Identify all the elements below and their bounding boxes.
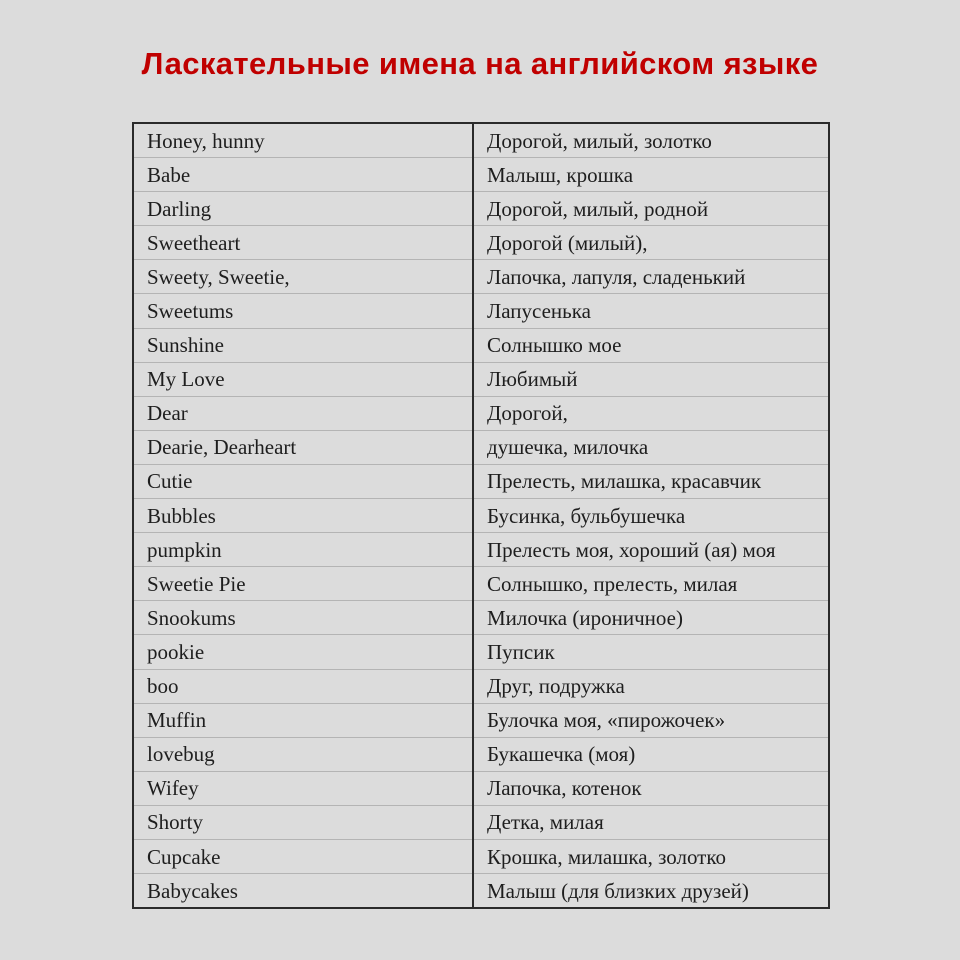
table-body (133, 123, 829, 908)
russian-translation-cell: Булочка моя, «пирожочек» (473, 703, 829, 737)
page-title: Ласкательные имена на английском языке (141, 46, 819, 81)
english-nickname-cell: Wifey (133, 771, 473, 805)
english-nickname-cell: Sunshine (133, 328, 473, 362)
english-nickname-cell: Honey, hunny (133, 123, 473, 158)
table-row (133, 123, 829, 158)
table-row (133, 362, 829, 396)
nicknames-table (132, 122, 830, 909)
english-nickname-cell: Bubbles (133, 499, 473, 533)
russian-translation-cell: Дорогой (милый), (473, 226, 829, 260)
russian-translation-cell: Пупсик (473, 635, 829, 669)
english-nickname-cell: Babycakes (133, 874, 473, 909)
table-row (133, 567, 829, 601)
english-nickname-cell: Sweety, Sweetie, (133, 260, 473, 294)
table-row (133, 226, 829, 260)
english-nickname-cell: Snookums (133, 601, 473, 635)
russian-translation-cell: Милочка (ироничное) (473, 601, 829, 635)
russian-translation-cell: Прелесть, милашка, красавчик (473, 464, 829, 498)
table-row (133, 533, 829, 567)
russian-translation-cell: Любимый (473, 362, 829, 396)
english-nickname-cell: boo (133, 669, 473, 703)
english-nickname-cell: Babe (133, 158, 473, 192)
english-nickname-cell: pookie (133, 635, 473, 669)
english-nickname-cell: Sweetums (133, 294, 473, 328)
russian-translation-cell: Лапусенька (473, 294, 829, 328)
table-row (133, 669, 829, 703)
table-row (133, 737, 829, 771)
russian-translation-cell: Малыш (для близких друзей) (473, 874, 829, 909)
english-nickname-cell: Muffin (133, 703, 473, 737)
russian-translation-cell: Малыш, крошка (473, 158, 829, 192)
table-row (133, 430, 829, 464)
russian-translation-cell: Букашечка (моя) (473, 737, 829, 771)
table-row (133, 703, 829, 737)
russian-translation-cell: Дорогой, милый, золотко (473, 123, 829, 158)
english-nickname-cell: pumpkin (133, 533, 473, 567)
russian-translation-cell: Дорогой, (473, 396, 829, 430)
table-row (133, 192, 829, 226)
nicknames-table-container (132, 122, 828, 909)
english-nickname-cell: Dearie, Dearheart (133, 430, 473, 464)
russian-translation-cell: Прелесть моя, хороший (ая) моя (473, 533, 829, 567)
table-row (133, 874, 829, 909)
table-row (133, 260, 829, 294)
russian-translation-cell: Бусинка, бульбушечка (473, 499, 829, 533)
english-nickname-cell: Dear (133, 396, 473, 430)
table-row (133, 805, 829, 839)
english-nickname-cell: Shorty (133, 805, 473, 839)
english-nickname-cell: Cupcake (133, 839, 473, 873)
table-row (133, 499, 829, 533)
russian-translation-cell: Солнышко, прелесть, милая (473, 567, 829, 601)
table-row (133, 294, 829, 328)
table-row (133, 158, 829, 192)
english-nickname-cell: Sweetheart (133, 226, 473, 260)
english-nickname-cell: Sweetie Pie (133, 567, 473, 601)
table-row (133, 601, 829, 635)
russian-translation-cell: Крошка, милашка, золотко (473, 839, 829, 873)
table-row (133, 635, 829, 669)
russian-translation-cell: Солнышко мое (473, 328, 829, 362)
table-row (133, 328, 829, 362)
table-row (133, 396, 829, 430)
russian-translation-cell: душечка, милочка (473, 430, 829, 464)
russian-translation-cell: Лапочка, лапуля, сладенький (473, 260, 829, 294)
table-row (133, 771, 829, 805)
english-nickname-cell: My Love (133, 362, 473, 396)
table-row (133, 464, 829, 498)
russian-translation-cell: Детка, милая (473, 805, 829, 839)
russian-translation-cell: Друг, подружка (473, 669, 829, 703)
english-nickname-cell: Darling (133, 192, 473, 226)
russian-translation-cell: Дорогой, милый, родной (473, 192, 829, 226)
english-nickname-cell: lovebug (133, 737, 473, 771)
russian-translation-cell: Лапочка, котенок (473, 771, 829, 805)
table-row (133, 839, 829, 873)
english-nickname-cell: Cutie (133, 464, 473, 498)
